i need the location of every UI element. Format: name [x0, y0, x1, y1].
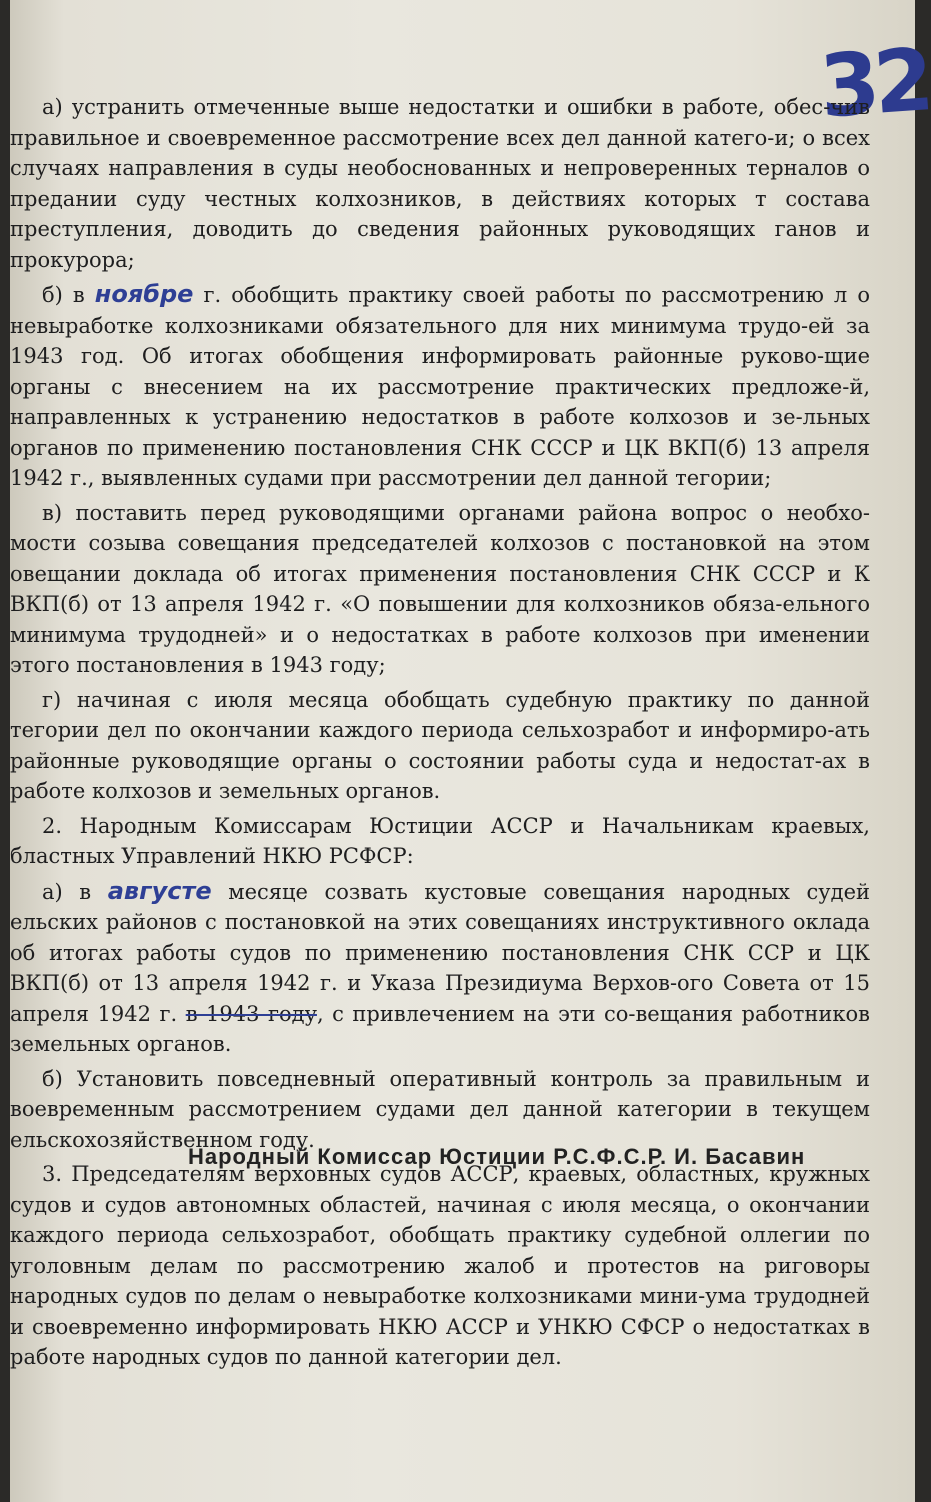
handwritten-page-number: 32 — [816, 30, 931, 138]
paragraph-text: г. обобщить практику своей работы по рассмотрению л о невыработке колхозниками обязательного для них минимума трудо-ей за 1943 год. Об итогах обобщения информировать районные руково-щие органы с внесением на их рассмотрение практических предложе-й, направленных к устранению недостатков в работе колхозов и зе-льных органов по применению постановления СНК СССР и ЦК ВКП(б) 13 апреля 1942 г., выявленных судами при рассмотрении дел данной тегории; — [10, 283, 870, 490]
paragraph-b1 — [10, 279, 870, 494]
paragraph-3 — [10, 1159, 870, 1373]
paragraph-text: б) Установить повседневный оперативный контроль за правильным и воевременным рассмотрением судами дел данной категории в текущем ельскохозяйственном году. — [10, 1066, 870, 1152]
paragraph-text: , с привлечением на эти со-вещания работников земельных органов. — [10, 1001, 870, 1056]
paragraph-g1 — [10, 685, 870, 807]
signature-line: Народный Комиссар Юстиции Р.С.Ф.С.Р. И. Басавин — [188, 1144, 806, 1169]
paragraph-v1 — [10, 498, 870, 681]
document-page — [10, 0, 931, 1502]
paragraph-a1 — [10, 92, 870, 275]
paragraph-text: 3. Председателям верховных судов АССР, краевых, областных, кружных судов и судов автономных областей, начиная с июля месяца, о окончании каждого периода сельхозработ, обобщать практику судебной оллегии по уголовным делам по рассмотрению жалоб и протестов на риговоры народных судов по делам о невыработке колхозниками мини-ума трудодней и своевременно информировать НКЮ АССР и УНКЮ СФСР о недостатках в работе народных судов по данной категории дел. — [10, 1162, 870, 1369]
paragraph-text: а) в — [42, 879, 92, 904]
struck-text: в 1943 году — [185, 1001, 317, 1026]
handwritten-month: августе — [107, 876, 212, 905]
paragraph-2 — [10, 811, 870, 872]
paragraph-a2 — [10, 876, 870, 1060]
paragraph-text: 2. Народным Комиссарам Юстиции АССР и Начальникам краевых, бластных Управлений НКЮ РСФСР: — [10, 813, 870, 868]
paragraph-text: в) поставить перед руководящими органами района вопрос о необхо-мости созыва совещания председателей колхозов с постановкой на этом овещании доклада об итогах применения постановления СНК СССР и К ВКП(б) от 13 апреля 1942 г. «О повышении для колхозников обяза-ельного минимума трудодней» и о недостатках в работе колхозов при именении этого постановления в 1943 году; — [10, 500, 870, 677]
paragraph-text: б) в — [42, 283, 85, 307]
handwritten-month: ноябре — [94, 280, 194, 308]
paragraph-text: месяце созвать кустовые совещания народных судей ельских районов с постановкой на этих совещаниях инструктивного оклада об итогах работы судов по применению постановления СНК ССР и ЦК ВКП(б) от 13 апреля 1942 г. и Указа Президиума Верхов-ого Совета от 15 апреля 1942 г. — [10, 879, 870, 1026]
paragraph-b2 — [10, 1064, 870, 1156]
paragraph-text: г) начиная с июля месяца обобщать судебную практику по данной тегории дел по окончании каждого периода сельхозработ и информиро-ать районные руководящие органы о состоянии работы суда и недостат-ах в работе колхозов и земельных органов. — [10, 687, 870, 803]
document-body — [10, 92, 870, 1377]
paragraph-text: а) устранить отмеченные выше недостатки и ошибки в работе, обес-чив правильное и своевременное рассмотрение всех дел данной катего-и; о всех случаях направления в суды необоснованных и непроверенных терналов о предании суду честных колхозников, в действиях которых т состава преступления, доводить до сведения районных руководящих ганов и прокурора; — [10, 95, 870, 272]
